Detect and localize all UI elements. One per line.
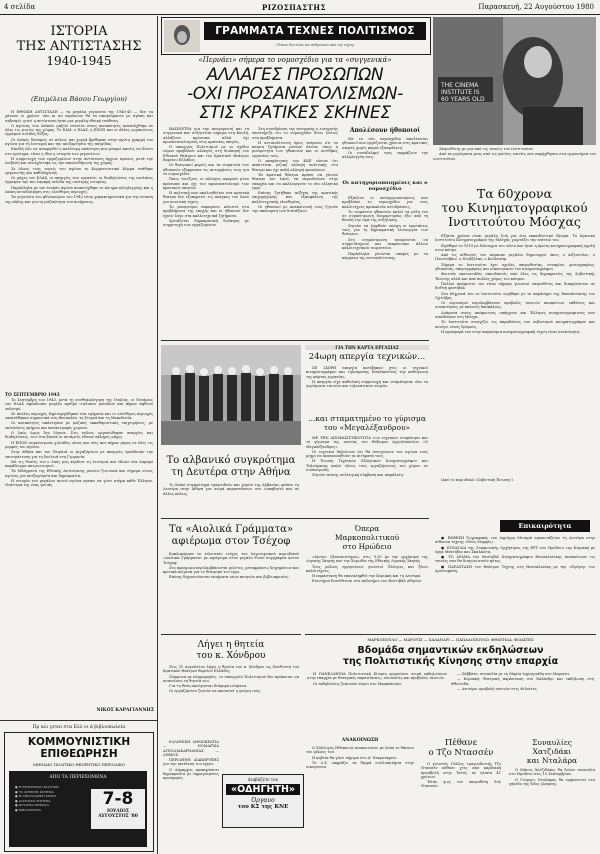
- concerts-title: Συναυλίες Χατζιδάκι και Νταλάρα: [526, 738, 578, 765]
- albanian-photo: [161, 345, 301, 445]
- film-caption: Σκηνοθέτης με μια από τις ταινίες του Ινστιτούτου Από τα γυρίσματα μιας από τις πρώτες ταινίες που παρήχθησαν στα εργαστήρια του ινστιτούτου.: [433, 147, 596, 161]
- chondrou-body: Στις 31 Αυγούστου λήγει η θητεία του κ. Χόνδρου ως διευθυντή του Κρατικού Θεάτρου Βορείου Ελλάδος. Σύμφωνα με πληροφορίες, το υπουργείο Πολιτισμού δεν πρόκειται να ανανεώσει τη θητεία του. Για τη θέση ακούγονται διάφορα ονόματα. Οι εργαζόμενοι ζητούν να ακουστεί η γνώμη τους.: [163, 665, 299, 694]
- culture-body-col3b: Εξάλλου οι κατηγοριοποιήσεις που προβλέπει το νομοσχέδιο για τους καλλιτέχνες προκαλούν αντιδράσεις. Το σωματείο ηθοποιών καλεί τα μέλη του σε συγκέντρωση διαμαρτυρίας έξω από τη Βουλή την ώρα της συζήτησης. Ζητούν να ληφθούν υπόψη οι προτάσεις τους για τη δημοκρατική λειτουργία των θεάτρων. Στη συγκέντρωση αναμένεται να συμμετάσχουν και εκπρόσωποι άλλων καλλιτεχνικών σωματείων. Παράλληλα γίνονται επαφές με τα κόμματα της αντιπολίτευσης.: [342, 196, 428, 260]
- chondrou-headline: Λήγει η θητεία του κ. Χόνδρου: [196, 640, 266, 661]
- history-section-heading: ΤΟ ΣΕΠΤΕΜΒΡΙΟ 1943: [5, 392, 60, 397]
- aiolika-body: Κυκλοφόρησε το τελευταίο τεύχος του λογοτεχνικού περιοδικού «Αιολικά Γράμματα» με αφιέρωμα στον μεγάλο Ρώσο συγγραφέα Αντόν Τσέχοφ. Στο αφιέρωμα περιλαμβάνονται μελέτες, μεταφράσεις διηγημάτων και κριτικά κείμενα για το θεατρικό του έργο. Επίσης δημοσιεύονται ποιήματα νέων ποιητών και βιβλιοκρισίες.: [163, 552, 299, 580]
- issue-date: Παρασκευή, 22 Αυγούστου 1980: [478, 3, 594, 11]
- divider: [0, 720, 157, 721]
- history-editor: (Επιμέλεια Βάσου Γεωργίου): [31, 95, 127, 103]
- svg-text:INSTITUTE IS: INSTITUTE IS: [441, 89, 480, 96]
- divider: [161, 518, 429, 519]
- culture-banner: ΓΡΑΜΜΑΤΑ ΤΕΧΝΕΣ ΠΟΛΙΤΙΣΜΟΣ «Τίποτε δεν είναι πιο ανθρώπινο από την τέχνη»: [161, 17, 431, 55]
- history-title: ΙΣΤΟΡΙΑ ΤΗΣ ΑΝΤΙΣΤΑΣΗΣ 1940-1945: [16, 24, 142, 68]
- column-rule: [157, 16, 158, 854]
- portrait-icon: [164, 20, 200, 52]
- svg-text:60 YEARS OLD: 60 YEARS OLD: [441, 96, 485, 103]
- strike-headline-2: ...και σταματημένο το γύρισμα του «Μεγαλέξανδρου»: [308, 414, 426, 432]
- chondrou-body-2: ΕΛΛΗΝΙΚΗ ΔΗΜΟΚΡΑΤΙΑ — ΝΟΜΑΡΧΙΑ ΑΙΤΩΛΟΑΚΑΡΝΑΝΙΑΣ — ΔΗΜΟΣ. ΠΕΡΙΛΗΨΗ ΔΙΑΚΗΡΥΞΗΣ για την εκτέλεση του έργου. Ο Δήμαρχος προκηρύσσει δημοπρασία με σφραγισμένες προσφορές.: [163, 740, 219, 781]
- events-strip: ΜΑΡΚΟΠΟΥΛΟ — ΜΑΡΟΥΣΙ — ΧΑΛΑΝΔΡΙ — ΠΑΠΑΔΟΠΟΥΛΟ, ΦΘΙΩΤΙΔΑ, ΦΙΛΙΑΤΕΣ: [367, 637, 534, 642]
- albanian-body: Το λαϊκό συγκρότημα τραγουδιών και χορών της Αλβανίας φτάνει τη Δευτέρα στην Αθήνα για σειρά παραστάσεων στο Λυκαβηττό και σε άλλες πόλεις.: [163, 483, 299, 496]
- concerts-body: Ο Μάνος Χατζιδάκις θα δώσει συναυλία στο Ηρώδειο στις 10 Σεπτεμβρίου. Ο Γιώργος Νταλάρας θα εμφανιστεί στο γήπεδο της Νέας Σμύρνης.: [509, 768, 595, 786]
- divider: [161, 340, 429, 341]
- history-author: ΝΙΚΟΣ ΚΑΡΑΓΙΑΝΝΗΣ: [96, 708, 154, 713]
- matter-body: ● ΕΚΘΕΣΗ ζωγραφικής του Δημήτρη Μυταρά εγκαινιάζεται τη Δευτέρα στην αίθουσα τέχνης «Νέες Μορφές». ● ΣΥΝΑΥΛΙΑ της Συμφωνικής Ορχήστρας της ΕΡΤ στο Ηρώδειο την Κυριακή με έργα Μπετόβεν και Σκαλκώτα. ● ΤΟ ΔΡΑΜΑ του Φεστιβάλ Κινηματογράφου Θεσσαλονίκης ανακοίνωσε τις ταινίες που θα διαγωνιστούν φέτος. ● ΠΑΡΑΣΤΑΣΗ του Θεάτρου Τέχνης στη Θεσσαλονίκη με την «Ειρήνη» του Αριστοφάνη.: [435, 536, 595, 574]
- film-headline: Τα 60χρονα του Κινηματογραφικού Ινστιτούτου Μόσχας: [441, 186, 588, 229]
- events-body-2: — Σάββατο: συναυλία με τη Μαρία Δημητριάδη στο Μαρούσι. — Κυριακή: θεατρική παράσταση στο Χαλάνδρι και εκδήλωση στη Φθιώτιδα. — Δευτέρα: προβολή ταινιών στις Φιλιάτες.: [451, 672, 594, 691]
- events-headline: Βδομάδα σημαντικών εκδηλώσεων της Πολιτιστικής Κίνησης στην επαρχία: [342, 645, 559, 667]
- film-body: Εξήντα χρόνια είναι μεγάλη ζωή για ένα εκπαιδευτικό ίδρυμα. Το Κρατικό Ινστιτούτο Κινηματογράφου της Μόσχας γιορτάζει την επέτειό του. Ιδρύθηκε το 1919 με διάταγμα του Λένιν και ήταν η πρώτη κινηματογραφική σχολή στον κόσμο. Από τις αίθουσές του πέρασαν μεγάλοι δημιουργοί όπως ο Αϊζενστάιν, ο Πουντόβκιν, ο Ντοβζένκο, ο Κουλεσόφ. Σήμερα το Ινστιτούτο έχει σχολές σκηνοθεσίας, σεναρίου, φωτογραφίας, ηθοποιίας, σκηνογραφίας και οικονομικών του κινηματογράφου. Φοιτούν εκατοντάδες σπουδαστές από όλες τις δημοκρατίες της Σοβιετικής Ένωσης αλλά και από πολλές χώρες του κόσμου. Πολλοί απόφοιτοί του είναι σήμερα γνωστοί σκηνοθέτες και διακρίνονται σε διεθνή φεστιβάλ. Στα 60χρονά του το Ινστιτούτο τιμήθηκε με το παράσημο της Επανάστασης του Οχτώβρη. Οι εορτασμοί περιλαμβάνουν προβολές ταινιών αποφοίτων, εκθέσεις και συναντήσεις με παλιούς δασκάλους. Ανάμεσα στους απόφοιτους υπάρχουν και Έλληνες κινηματογραφιστές που σπούδασαν στη Μόσχα. Το Ινστιτούτο συνεχίζει τις παραδόσεις του σοβιετικού κινηματογράφου και ανοίγει νέους δρόμους. Η προσφορά του στην παγκόσμια κινηματογραφική τέχνη είναι ανεκτίμητη.: [435, 234, 595, 334]
- film-photo: [433, 17, 596, 145]
- strike-body-2: ΜΕ ΤΗΝ ΑΠΟΦΑΣΙΣΤΙΚΟΤΗΤΑ των τεχνικών σταμάτησε και το γύρισμα της ταινίας του Θόδωρου Αγγελόπουλου «Ο Μεγαλέξανδρος». Οι τεχνικοί δηλώνουν ότι θα συνεχίσουν τον αγώνα τους μέχρι να ικανοποιηθούν τα αιτήματά τους. Η Ένωση Τεχνικών Ελληνικού Κινηματογράφου και Τηλεόρασης καλεί όλους τους εργαζόμενους του χώρου σε συσπείρωση. Ζητούν επίσης συλλογική σύμβαση και ασφάλιση.: [306, 436, 428, 478]
- culture-subhead-2: Οι κατηγοριοποιημένες και ο νομοσχέδιο: [342, 180, 428, 192]
- events-body: Η ΠΑΝΕΛΛΗΝΙΑ Πολιτιστική Κίνηση οργανώνει σειρά εκδηλώσεων στην επαρχία με θεατρικές παραστάσεις, συναυλίες και προβολές ταινιών. Οι εκδηλώσεις ξεκινούν αύριο στο Μαρκόπουλο.: [307, 672, 447, 686]
- issue-number: 7-8: [102, 789, 134, 809]
- magazine-cover: ΑΠΟ ΤΑ ΠΕΡΙΕΧΟΜΕΝΑ ● Η ΕΞΩΤΕΡΙΚΗ ΠΟΛΙΤΙΚΗ ● ΤΟ ΔΙΕΘΝΕΣ ΚΙΝΗΜΑ ● Η ΟΙΚΟΝΟΜΙΚΗ ΚΡΙΣΗ ● ΑΓΡΟΤΙΚΟ ΖΗΤΗΜΑ ● ΙΣΤΟΡΙΚΑ ΘΕΜΑΤΑ ● ΒΙΒΛΙΟΚΡΙΣΙΑ 7-8 ΙΟΥΛΙΟΣ ΑΥΓΟΥΣΤΟΣ '80: [9, 771, 147, 847]
- section-title: ΓΡΑΜΜΑΤΑ ΤΕΧΝΕΣ ΠΟΛΙΤΙΣΜΟΣ: [204, 22, 426, 40]
- culture-body-col1: ΒΑΣΙΝΕΤΡΑ για την αναγορευτή και τα συγγενικά που συζητείται σήμερα στη Βουλή, αλλάζουν πρόσωπα αλλά όχι προσανατολισμούς στις κρατικές σκηνές. Ο υπουργός Πολιτισμού με το σχέδιο νόμου προβλέπει αλλαγές στη διοίκηση του Εθνικού Θεάτρου και του Κρατικού Θεάτρου Βορείου Ελλάδος. Οι θεατρικοί φορείς και τα σωματεία των ηθοποιών εξέφρασαν τις αντιρρήσεις τους για το νομοσχέδιο. Όπως τονίζουν, οι αλλαγές αφορούν μόνο πρόσωπα και όχι τον προσανατολισμό των κρατικών σκηνών. Η πολιτική που ακολουθείται στα κρατικά θέατρα δεν εξυπηρετεί τις ανάγκες του λαού για ποιοτική τέχνη. Το ρεπερτόριο παραμένει κλειστό στα προβλήματα της εποχής και οι ηθοποιοί δεν έχουν λόγο στα καλλιτεχνικά ζητήματα. Χρειάζεται δημοκρατική διοίκηση με συμμετοχή των εργαζομένων.: [163, 127, 249, 228]
- culture-body-col2: Στη συνεδρίαση της επιτροπής ο εισηγητής υποστήριξε ότι το νομοσχέδιο δίνει λύσεις στα προβλήματα. Η αντιπολίτευση όμως επέμεινε ότι τα καίρια ζητήματα μένουν άλυτα, όπως η μονιμότητα των ηθοποιών και οι συνθήκες εργασίας τους. Ο εκπρόσωπος του ΚΚΕ τόνισε ότι απαιτείται ριζική αλλαγή πολιτικής στο θέατρο και όχι απλή αλλαγή προσώπων. Τα κρατικά θέατρα πρέπει να γίνουν θέατρα του λαού, να περιοδεύουν στην επαρχία και να καλλιεργούν το νέο ελληνικό έργο. Επίσης ζητήθηκε αύξηση της κρατικής επιχορήγησης και εξασφάλιση της καλλιτεχνικής ελευθερίας. Οι ηθοποιοί με ανακοίνωσή τους ζητούν την απόσυρση των διατάξεων.: [252, 127, 338, 214]
- svg-text:THE CINEMA: THE CINEMA: [441, 82, 479, 89]
- culture-body-col3a: Με το νέο νομοσχέδιο απολύονται ηθοποιοί που εργάζονται χρόνια στις κρατικές σκηνές χωρίς καμιά εξασφάλιση. Οι συνάδελφοί τους εκφράζουν την αλληλεγγύη τους.: [342, 137, 428, 160]
- albanian-headline: Το αλβανικό συγκρότημα τη Δευτέρα στην Αθήνα: [166, 455, 296, 478]
- odigitis-ad: Διαβάζετε τον «ΟΔΗΓΗΤΗ» Όργανο του ΚΣ της ΚΝΕ: [222, 774, 304, 828]
- opera-body: «Αΐντα» (Πανεπιστήμιο), στις 9.30 με την ορχήστρα της Λυρικής Σκηνής και την Χορωδία της Εθνικής Λυρικής Σκηνής. Τους ρόλους ερμηνεύουν γνωστοί Έλληνες και ξένοι καλλιτέχνες. Η παράσταση θα επαναληφθεί την Κυριακή και τη Δευτέρα. Εισιτήρια διατίθενται στο εκδοτήριο του Φεστιβάλ Αθηνών.: [306, 555, 428, 584]
- obit-title: ΑΝΑΚΟΙΝΩΣΗ: [341, 738, 379, 743]
- divider: [305, 634, 596, 635]
- culture-subhead: Απολέσουν ήθοποιοί: [349, 127, 421, 134]
- strike-headline: 24ωρη απεργία τεχνικών...: [308, 352, 426, 362]
- obit-body: Ο Σύλλογος Ηθοποιών ανακοινώνει με λύπη το θάνατο του μέλους του. Η κηδεία θα γίνει σήμερα στο Α' Νεκροταφείο. Το Δ.Σ. εκφράζει τα θερμά συλλυπητήρια στην οικογένεια.: [306, 746, 414, 770]
- strike-body: ΣΕ 24ΩΡΗ απεργία κατέβηκαν χτες οι τεχνικοί κινηματογράφου και τηλεόρασης διεκδικώντας την καθιέρωση της κάρτας εργασίας. Η απεργία είχε καθολική συμμετοχή και σταμάτησαν όλα τα γυρίσματα ταινιών και τηλεοπτικών σειρών.: [306, 366, 428, 389]
- culture-kicker: «Περνάει» σήμερα το νομοσχέδιο για τα «συγγενικά»: [198, 56, 392, 64]
- history-body-2: Το Σεπτέμβρη του 1943, μετά τη συνθηκολόγηση της Ιταλίας, οι δυνάμεις του ΕΛΑΣ αφόπλισαν μεγάλο αριθμό ιταλικών μονάδων και πήραν άφθονο οπλισμό. Σε πολλές περιοχές δημιουργήθηκαν νέα τμήματα και οι ελεύθερες περιοχές επεκτάθηκαν σημαντικά στη Θεσσαλία, τη Στερεά και τη Μακεδονία. Οι κατακτητές απάντησαν με μαζικές εκκαθαριστικές επιχειρήσεις, με εκτελέσεις ομήρων και καταστροφές χωριών. Ο λαός όμως δεν λύγισε. Στις πόλεις οργανώθηκαν απεργίες και διαδηλώσεις, ενώ στα βουνά οι αντάρτες έδιναν σκληρές μάχες. Η ΕΠΟΝ συγκέντρωσε χιλιάδες νέους και νέες που πήραν μέρος σε όλες τις μορφές του αγώνα. Στην Αθήνα και τον Πειραιά οι εργαζόμενοι με απεργίες εμπόδισαν την επιστράτευση για τη δουλειά στη Γερμανία. Με τις θυσίες του ο λαός μας κέρδισε τη λευτεριά και έδωσε ένα λαμπρό παράδειγμα πατριωτισμού. Τα διδάγματα της Εθνικής Αντίστασης μένουν ζωντανά και σήμερα στους αγώνες για ανεξαρτησία και δημοκρατία. Η ιστορία του μεγάλου αυτού αγώνα πρέπει να γίνει κτήμα κάθε Έλληνα, ιδιαίτερα της νέας γενιάς.: [5, 398, 153, 488]
- opera-title: Όπερα Μαρκοπολιτικού στο Ηρώδειο: [334, 524, 400, 551]
- culture-headline: ΑΛΛΑΓΕΣ ΠΡΟΣΩΠΩΝ -ΟΧΙ ΠΡΟΣΑΝΑΤΟΛΙΣΜΩΝ- ΣΤΙΣ ΚΡΑΤΙΚΕΣ ΣΚΗΝΕΣ: [186, 65, 404, 123]
- ad-intro: Πρ αλι γεται στα Ελλ νι ά βιβλιοπωλεία: [32, 725, 126, 730]
- page-label: 4 σελίδα: [4, 3, 36, 11]
- film-body-end: (Από το περιοδικό «Σοβιετική Ένωση»): [441, 478, 513, 482]
- divider: [161, 634, 301, 635]
- page-header: [0, 0, 600, 15]
- masthead: ΡΙΖΟΣΠΑΣΤΗΣ: [262, 3, 326, 12]
- history-body: Η ΕΘΝΙΚΗ ΑΝΤΙΣΤΑΣΗ — τα μεγάλα γεγονότα της 1940-45 — δεν τα χάνουν οι χρόνοι· όσο κι αν περάσουν θα τα σκεφτόμαστε με αγάπη και σεβασμό, γιατί η αντίσταση ήταν μια μεγάλη εθνική υπόθεση. Ο αγώνας των λαϊκών μαζών ενάντια στους κατακτητές αναπτύχθηκε σε όλες τις γωνιές της χώρας. Το ΕΑΜ, ο ΕΛΑΣ, η ΕΠΟΝ και οι άλλες οργανώσεις έγραψαν σελίδες δόξας. Οι λαϊκές δυνάμεις σε πόλεις και χωριά βρέθηκαν στην πρώτη γραμμή του αγώνα για τη λευτεριά και την ανεξαρτησία της πατρίδας. Επειδή όλο να αναφερθεί η καλύτερη απάντηση που μπορεί κανείς να δώσει στο ερώτημα, είναι η ίδια η ιστορία των γεγονότων. Η συμμετοχή των εργαζομένων στην αντίσταση άρχισε αμέσως μετά την εισβολή και συνεχίστηκε ως την απελευθέρωση της χώρας. Σε όλους τους τομείς του αγώνα το Κομμουνιστικό Κόμμα στάθηκε οργανωτής και καθοδηγητής. Οι μάχες του ΕΛΑΣ, οι απεργίες των εργατών, οι διαδηλώσεις της νεολαίας έγραψαν την πιο λαμπρή σελίδα της νεότερης ιστορίας. Παράλληλα με τον ένοπλο αγώνα αναπτύχθηκε το κίνημα αλληλεγγύης και η λαϊκή αυτοδιοίκηση στις ελεύθερες περιοχές. Τα γεγονότα του φθινοπώρου του 1943 είναι χαρακτηριστικά για την ένταση της πάλης και για τη μαζικότητα του κινήματος.: [5, 110, 153, 204]
- death-body: Ο γνωστός Γάλλος τραγουδιστής Τζο Ντασσέν πέθανε χτες από καρδιακή προσβολή στην Ταϊτή, σε ηλικία 41 χρόνων. Ήταν γιος του σκηνοθέτη Ζυλ Ντασσέν.: [421, 762, 501, 789]
- aiolika-headline: Τα «Αιολικά Γράμματα» αφιέρωμα στον Τσέχοφ: [168, 524, 294, 547]
- matter-label: Επικαιρότητα: [500, 520, 590, 532]
- strike-label: ΓΙΑ ΤΗΝ ΚΑΡΤΑ ΕΡΓΑΣΙΑΣ: [305, 345, 429, 350]
- magazine-ad: ΚΟΜΜΟΥΝΙΣΤΙΚΗ ΕΠΙΘΕΩΡΗΣΗ ΜΗΝΙΑΙΟ ΠΟΛΙΤΙΚΟ ΘΕΩΡΗΤΙΚΟ ΠΕΡΙΟΔΙΚΟ ΑΠΟ ΤΑ ΠΕΡΙΕΧΟΜΕΝΑ ● Η ΕΞΩΤΕΡΙΚΗ ΠΟΛΙΤΙΚΗ ● ΤΟ ΔΙΕΘΝΕΣ ΚΙΝΗΜΑ ● Η ΟΙΚΟΝΟΜΙΚΗ ΚΡΙΣΗ ● ΑΓΡΟΤΙΚΟ ΖΗΤΗΜΑ ● ΙΣΤΟΡΙΚΑ ΘΕΜΑΤΑ ● ΒΙΒΛΙΟΚΡΙΣΙΑ 7-8 ΙΟΥΛΙΟΣ ΑΥΓΟΥΣΤΟΣ '80: [4, 732, 154, 852]
- death-title: Πέθανε ο Τζο Ντασσέν: [428, 738, 494, 758]
